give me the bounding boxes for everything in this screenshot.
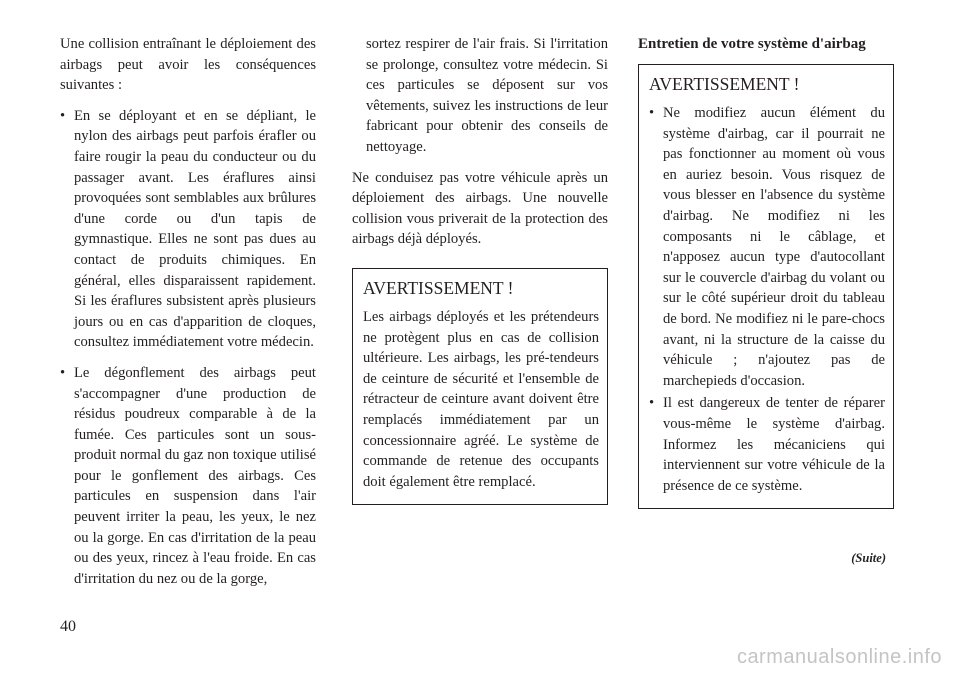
column-middle (352, 34, 608, 505)
list-item: • Le dégonflement des airbags peut s'accompagner d'une production de résidus poudreux comparable à de la fumée. Ces particules sont un sous-produit normal du gaz non toxique utilisé pour le gonflement des airbags. Ces particules en suspension dans l'air peuvent irriter la peau, les yeux, le nez ou la gorge. En cas d'irritation de la peau ou des yeux, rincez à l'eau froide. En cas d'irritation du nez ou de la gorge, (60, 363, 316, 590)
list-item: • Ne modifiez aucun élément du système d'airbag, car il pourrait ne pas fonctionner au moment où vous en auriez besoin. Vous risquez de vous blesser en l'absence du système d'airbag. Ne modifiez ni les composants ni le câblage, et n'apposez aucun type d'autocollant sur le couvercle d'airbag du volant ou sur le côté supérieur droit du tableau de bord. Ne modifiez ni le pare-chocs avant, ni la structure de la caisse du véhicule ; n'ajoutez pas de marchepieds d'occasion. (649, 103, 885, 391)
column-right (638, 34, 894, 509)
intro-paragraph: Une collision entraînant le déploiement des airbags peut avoir les conséquences suivantes : (60, 36, 316, 94)
warning-text: Les airbags déployés et les prétendeurs ne protègent plus en cas de collision ultérieure. Les airbags, les pré-tendeurs de ceinture de sécurité et l'ensemble de rétracteur de ceinture avant doivent être remplacés immédiatement par un concessionnaire agréé. Le système de commande de retenue des occupants doit également être remplacé. (363, 308, 599, 490)
watermark: carmanualsonline.info (736, 646, 942, 668)
list-item: • Il est dangereux de tenter de réparer vous-même le système d'airbag. Informez les mécaniciens qui interviennent sur votre véhicule de la présence de ce système. (649, 393, 885, 496)
warning-box (352, 268, 608, 505)
list-item: • En se déployant et en se dépliant, le nylon des airbags peut parfois érafler ou faire rougir la peau du conducteur ou du passager avant. Les éraflures ainsi provoquées sont semblables aux brûlures d'une corde ou d'un tapis de gymnastique. Elles ne sont pas dues au contact de produits chimiques. En général, elles disparaissent rapidement. Si les éraflures subsistent après plusieurs jours ou en cas d'apparition de cloques, consultez immédiatement votre médecin. (60, 106, 316, 353)
warning-title: AVERTISSEMENT ! (363, 277, 514, 298)
page-number: 40 (60, 618, 76, 635)
continued-bullet-text: sortez respirer de l'air frais. Si l'irritation se prolonge, consultez votre médecin. Si ces particules se déposent sur vos vêtements, suivez les instructions de leur fabricant pour obtenir des conseils de nettoyage. (366, 36, 608, 155)
do-not-drive-paragraph: Ne conduisez pas votre véhicule après un déploiement des airbags. Une nouvelle collision vous priverait de la protection des airbags déjà déployés. (352, 169, 608, 248)
consequences-list (60, 106, 316, 590)
warning-title: AVERTISSEMENT ! (649, 74, 800, 94)
column-left (60, 34, 316, 599)
continued-marker: (Suite) (851, 551, 886, 565)
section-title: Entretien de votre système d'airbag (638, 36, 866, 52)
warning-list (649, 103, 885, 496)
warning-box (638, 64, 894, 509)
